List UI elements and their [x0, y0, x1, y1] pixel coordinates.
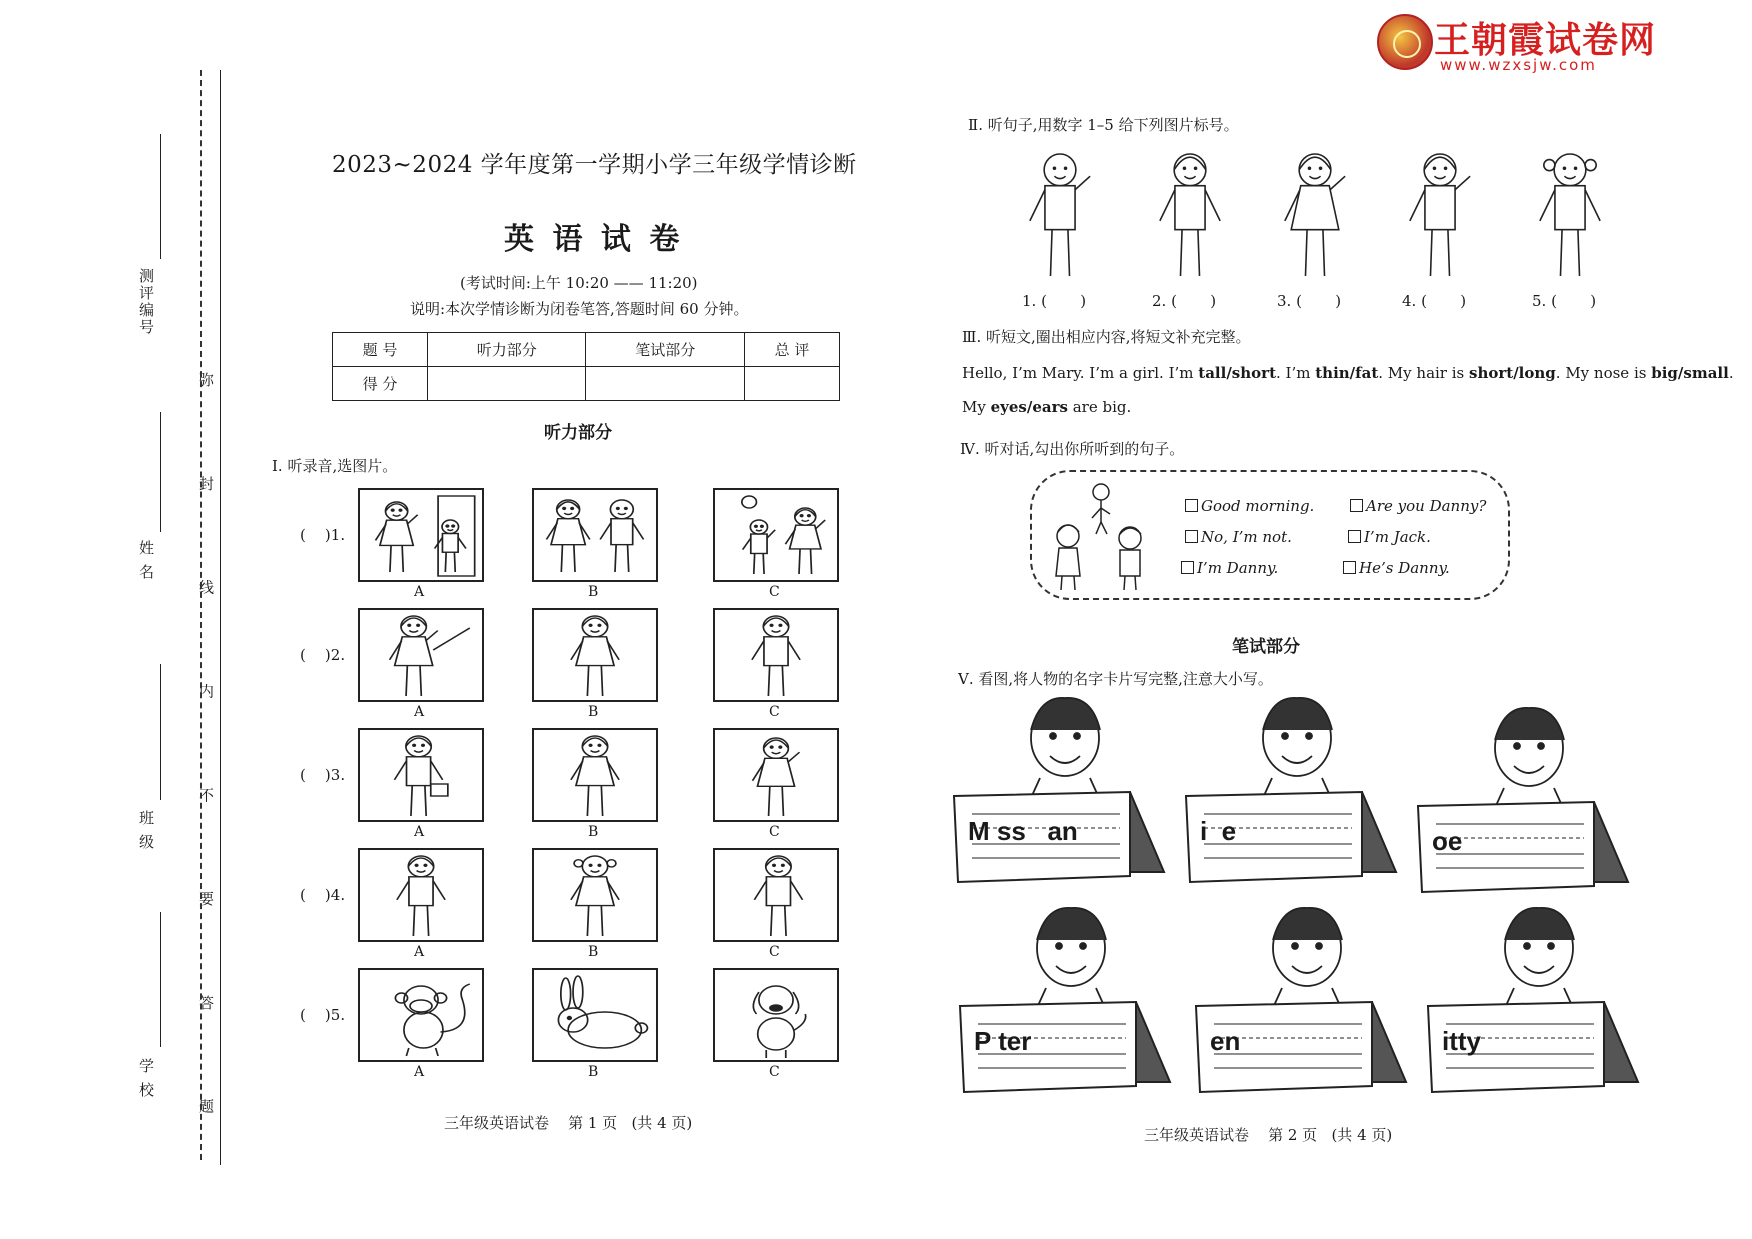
q1-item-number[interactable]: ( )4. — [300, 886, 346, 904]
q1-option-label: C — [769, 704, 780, 720]
name-card-text[interactable]: en — [1210, 1026, 1241, 1056]
q1-picture-girl[interactable] — [532, 608, 658, 702]
table-header: 得 分 — [333, 367, 428, 401]
q1-option-label: B — [588, 944, 599, 960]
q1-picture-dog[interactable] — [713, 968, 839, 1062]
q4-option[interactable] — [1350, 497, 1486, 515]
section-title-listening: 听力部分 — [544, 423, 612, 443]
q1-picture-girl-with-pigtails[interactable] — [532, 848, 658, 942]
q3-instruction: Ⅲ. 听短文,圈出相应内容,将短文补充完整。 — [962, 328, 1251, 346]
q4-option-text: I’m Danny. — [1197, 559, 1279, 577]
q4-option[interactable] — [1348, 528, 1431, 546]
watermark-title: 王朝霞试卷网 — [1434, 20, 1657, 61]
q4-option-text: Are you Danny? — [1366, 497, 1487, 515]
q1-picture-boy[interactable] — [358, 848, 484, 942]
q1-option-label: C — [769, 584, 780, 600]
q2-number-slot[interactable]: 1. ( ) — [1022, 292, 1087, 310]
margin-label-id: 测评编号 — [137, 268, 155, 336]
name-card-text[interactable]: oe — [1432, 826, 1463, 856]
q1-option-label: B — [588, 824, 599, 840]
choice-word[interactable]: short/long — [1469, 364, 1556, 382]
name-card-text[interactable]: i e — [1200, 816, 1237, 846]
q1-option-label: B — [588, 704, 599, 720]
table-header: 总 评 — [744, 333, 839, 367]
q1-picture-boy-and-girl-waving[interactable] — [713, 488, 839, 582]
exam-title: 2023~2024 学年度第一学期小学三年级学情诊断 — [332, 152, 857, 178]
name-card-text[interactable]: P ter — [974, 1026, 1032, 1056]
score-cell[interactable] — [428, 367, 586, 401]
q4-instruction: Ⅳ. 听对话,勾出你所听到的句子。 — [960, 440, 1185, 458]
q1-option-label: B — [588, 1064, 599, 1080]
q1-picture-teacher-pointing[interactable] — [358, 608, 484, 702]
q1-option-label: A — [414, 704, 425, 720]
table-header: 听力部分 — [428, 333, 586, 367]
q4-option[interactable] — [1181, 559, 1278, 577]
card-person-portrait — [1010, 690, 1120, 800]
q1-picture-mother-greeting-boy-at-door[interactable] — [358, 488, 484, 582]
q1-item-number[interactable]: ( )5. — [300, 1006, 346, 1024]
q1-option-label: A — [414, 824, 425, 840]
choice-word[interactable]: big/small — [1651, 364, 1729, 382]
q1-option-label: B — [588, 584, 599, 600]
margin-line-name — [160, 412, 161, 532]
margin-line-id — [160, 134, 161, 259]
q2-figure — [1020, 150, 1100, 280]
q1-option-label: C — [769, 824, 780, 840]
q1-option-label: A — [414, 584, 425, 600]
q1-item-number[interactable]: ( )1. — [300, 526, 346, 544]
q1-picture-girl[interactable] — [532, 728, 658, 822]
q1-instruction: Ⅰ. 听录音,选图片。 — [272, 457, 398, 475]
q1-picture-boy-walking[interactable] — [713, 848, 839, 942]
q1-option-label: A — [414, 944, 425, 960]
q1-picture-man-in-suit[interactable] — [713, 608, 839, 702]
passage-text: My — [962, 398, 991, 416]
subject-title: 英 语 试 卷 — [504, 222, 684, 257]
seal-solid-line — [220, 70, 221, 1165]
checkbox-icon[interactable] — [1185, 530, 1198, 543]
checkbox-icon[interactable] — [1343, 561, 1356, 574]
logo-seal-icon — [1377, 14, 1433, 70]
table-header: 笔试部分 — [586, 333, 744, 367]
card-person-portrait — [1016, 900, 1126, 1010]
seal-dashed-line — [200, 70, 202, 1160]
passage-text: . My hair is — [1378, 364, 1470, 382]
checkbox-icon[interactable] — [1181, 561, 1194, 574]
checkbox-icon[interactable] — [1348, 530, 1361, 543]
passage-text: . — [1728, 364, 1734, 382]
page1-footer: 三年级英语试卷 第 1 页 (共 4 页) — [444, 1114, 693, 1132]
q2-figure — [1275, 150, 1355, 280]
q4-option-text: He’s Danny. — [1359, 559, 1450, 577]
margin-line-school — [160, 912, 161, 1047]
margin-label-class: 班 级 — [137, 810, 155, 851]
section-title-writing: 笔试部分 — [1232, 637, 1300, 657]
q2-number-slot[interactable]: 2. ( ) — [1152, 292, 1217, 310]
margin-label-name: 姓 名 — [137, 540, 155, 581]
q2-figure — [1150, 150, 1230, 280]
q4-option-text: I’m Jack. — [1364, 528, 1431, 546]
dialogue-picture — [1046, 478, 1156, 592]
q2-number-slot[interactable]: 3. ( ) — [1277, 292, 1342, 310]
table-header: 题 号 — [333, 333, 428, 367]
q1-option-label: C — [769, 1064, 780, 1080]
q1-picture-rabbit[interactable] — [532, 968, 658, 1062]
q1-item-number[interactable]: ( )3. — [300, 766, 346, 784]
passage-text: are big. — [1067, 398, 1132, 416]
margin-line-class — [160, 664, 161, 800]
q4-option[interactable] — [1343, 559, 1450, 577]
exam-note: 说明:本次学情诊断为闭卷笔答,答题时间 60 分钟。 — [410, 300, 749, 318]
q1-picture-girl-and-boy[interactable] — [532, 488, 658, 582]
score-table — [332, 332, 840, 401]
q2-number-slot[interactable]: 5. ( ) — [1532, 292, 1597, 310]
q1-picture-girl-waving[interactable] — [713, 728, 839, 822]
checkbox-icon[interactable] — [1350, 499, 1363, 512]
q2-instruction: Ⅱ. 听句子,用数字 1–5 给下列图片标号。 — [968, 116, 1239, 134]
page2-footer: 三年级英语试卷 第 2 页 (共 4 页) — [1144, 1126, 1393, 1144]
q4-option[interactable] — [1185, 497, 1314, 515]
q3-passage-line-1 — [962, 364, 1734, 382]
passage-text: Hello, I’m Mary. I’m a girl. I’m — [962, 364, 1199, 382]
q2-figure — [1400, 150, 1480, 280]
q3-passage-line-2 — [962, 398, 1131, 416]
seal-text: 弥 封 线 内 不 要 答 题 — [197, 372, 215, 1156]
name-card-text[interactable]: M ss an — [968, 816, 1078, 846]
score-cell[interactable] — [586, 367, 744, 401]
q1-item-number[interactable]: ( )2. — [300, 646, 346, 664]
passage-text: . I’m — [1276, 364, 1316, 382]
checkbox-icon[interactable] — [1185, 499, 1198, 512]
name-card-text[interactable]: itty — [1442, 1026, 1481, 1056]
q2-number-slot[interactable]: 4. ( ) — [1402, 292, 1467, 310]
card-person-portrait — [1252, 900, 1362, 1010]
q2-figure — [1530, 150, 1610, 280]
passage-text: . My nose is — [1555, 364, 1652, 382]
score-cell[interactable] — [744, 367, 839, 401]
q1-picture-monkey[interactable] — [358, 968, 484, 1062]
card-person-portrait — [1484, 900, 1594, 1010]
q4-option[interactable] — [1185, 528, 1292, 546]
q1-option-label: C — [769, 944, 780, 960]
q1-picture-boy-with-bag[interactable] — [358, 728, 484, 822]
q4-option-text: Good morning. — [1201, 497, 1315, 515]
watermark-url: www.wzxsjw.com — [1440, 56, 1597, 74]
card-person-portrait — [1242, 690, 1352, 800]
exam-time: (考试时间:上午 10:20 —— 11:20) — [460, 274, 698, 292]
q1-option-label: A — [414, 1064, 425, 1080]
q5-instruction: Ⅴ. 看图,将人物的名字卡片写完整,注意大小写。 — [958, 670, 1273, 688]
choice-word[interactable]: eyes/ears — [990, 398, 1068, 416]
q4-option-text: No, I’m not. — [1201, 528, 1292, 546]
choice-word[interactable]: tall/short — [1198, 364, 1276, 382]
choice-word[interactable]: thin/fat — [1315, 364, 1379, 382]
card-person-portrait — [1474, 700, 1584, 810]
margin-label-school: 学 校 — [137, 1058, 155, 1099]
